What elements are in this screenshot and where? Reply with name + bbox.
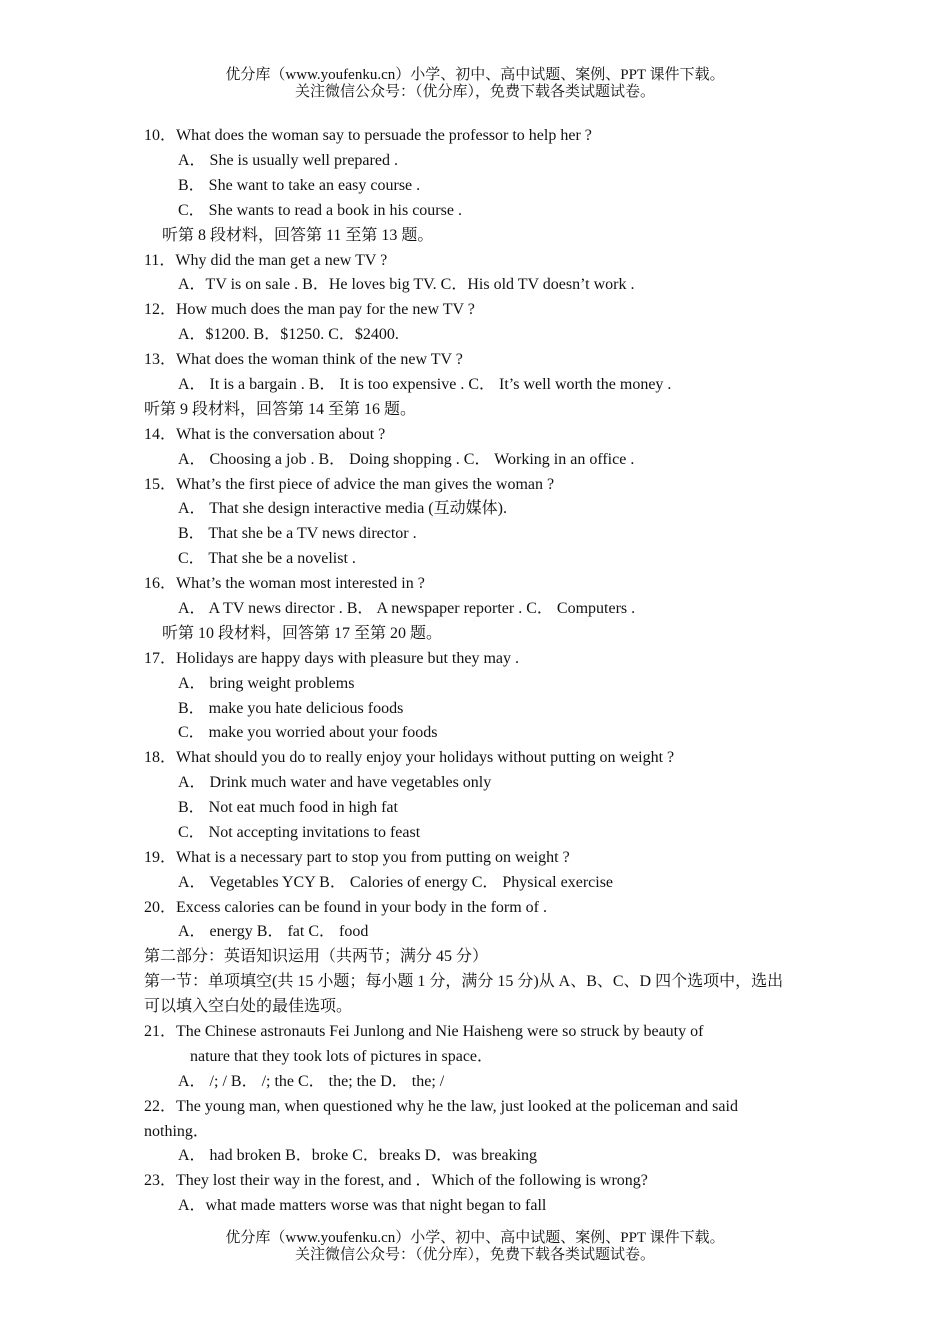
question-17: 17．Holidays are happy days with pleasure but they may .	[144, 650, 520, 667]
question-22-cont: nothing．	[144, 1123, 209, 1140]
footer-line-1: 优分库（www.youfenku.cn）小学、初中、高中试题、案例、PPT 课件下载。	[225, 1230, 725, 1246]
option: B． make you hate delicious foods	[178, 700, 404, 717]
option: C． Not accepting invitations to feast	[178, 824, 421, 841]
question-19: 19．What is a necessary part to stop you from putting on weight ?	[144, 849, 570, 866]
option: A． Choosing a job . B． Doing shopping . C． Working in an office .	[178, 451, 635, 468]
question-21-cont: nature that they took lots of pictures in space．	[190, 1048, 494, 1065]
option: A． A TV news director . B． A newspaper reporter . C． Computers .	[178, 600, 636, 617]
question-18: 18．What should you do to really enjoy your holidays without putting on weight ?	[144, 749, 675, 766]
header-line-1: 优分库（www.youfenku.cn）小学、初中、高中试题、案例、PPT 课件下载。	[225, 67, 725, 83]
option: B． She want to take an easy course .	[178, 177, 421, 194]
section-instruction: 听第 10 段材料，回答第 17 至第 20 题。	[162, 625, 443, 642]
option: A． bring weight problems	[178, 675, 355, 692]
option: A．$1200. B．$1250. C．$2400.	[178, 326, 399, 343]
option: A．what made matters worse was that night began to fall	[178, 1197, 547, 1214]
page-footer	[0, 1230, 950, 1264]
option: C． That she be a novelist .	[178, 550, 356, 567]
option: B． Not eat much food in high fat	[178, 799, 398, 816]
option: A． It is a bargain . B． It is too expensive . C． It’s well worth the money .	[178, 376, 672, 393]
header-line-2: 关注微信公众号：（优分库），免费下载各类试题试卷。	[294, 84, 655, 100]
question-16: 16．What’s the woman most interested in ?	[144, 575, 425, 592]
option: A． Drink much water and have vegetables only	[178, 774, 492, 791]
option: B． That she be a TV news director .	[178, 525, 417, 542]
question-13: 13．What does the woman think of the new TV ?	[144, 351, 463, 368]
section-instruction: 听第 8 段材料，回答第 11 至第 13 题。	[162, 227, 434, 244]
option: C． make you worried about your foods	[178, 724, 438, 741]
page-header	[0, 67, 950, 101]
section-heading: 第一节：单项填空(共 15 小题；每小题 1 分，满分 15 分)从 A、B、C、D 四个选项中，选出	[144, 973, 784, 990]
option: A．TV is on sale . B．He loves big TV. C．His old TV doesn’t work .	[178, 276, 635, 293]
option: C． She wants to read a book in his course .	[178, 202, 462, 219]
option: A． Vegetables YCY B． Calories of energy C． Physical exercise	[178, 874, 614, 891]
section-instruction: 听第 9 段材料，回答第 14 至第 16 题。	[144, 401, 417, 418]
option: A． She is usually well prepared .	[178, 152, 398, 169]
question-11: 11．Why did the man get a new TV ?	[144, 252, 388, 269]
question-23: 23．They lost their way in the forest, and ．Which of the following is wrong?	[144, 1172, 648, 1189]
part-heading: 第二部分：英语知识运用（共两节；满分 45 分）	[144, 948, 489, 965]
option: A． /; / B． /; the C． the; the D． the; /	[178, 1073, 445, 1090]
section-heading-cont: 可以填入空白处的最佳选项。	[144, 998, 353, 1015]
question-10: 10．What does the woman say to persuade the professor to help her ?	[144, 127, 592, 144]
question-12: 12．How much does the man pay for the new TV ?	[144, 301, 475, 318]
question-14: 14．What is the conversation about ?	[144, 426, 386, 443]
question-22: 22．The young man, when questioned why he the law, just looked at the policeman and said	[144, 1098, 738, 1115]
question-15: 15．What’s the first piece of advice the man gives the woman ?	[144, 476, 555, 493]
footer-line-2: 关注微信公众号：（优分库），免费下载各类试题试卷。	[294, 1247, 655, 1263]
question-20: 20．Excess calories can be found in your body in the form of .	[144, 899, 548, 916]
option: A． energy B． fat C． food	[178, 923, 369, 940]
option: A． That she design interactive media (互动媒体).	[178, 500, 507, 517]
question-21: 21．The Chinese astronauts Fei Junlong and Nie Haisheng were so struck by beauty of	[144, 1023, 704, 1040]
option: A． had broken B．broke C．breaks D．was breaking	[178, 1147, 538, 1164]
